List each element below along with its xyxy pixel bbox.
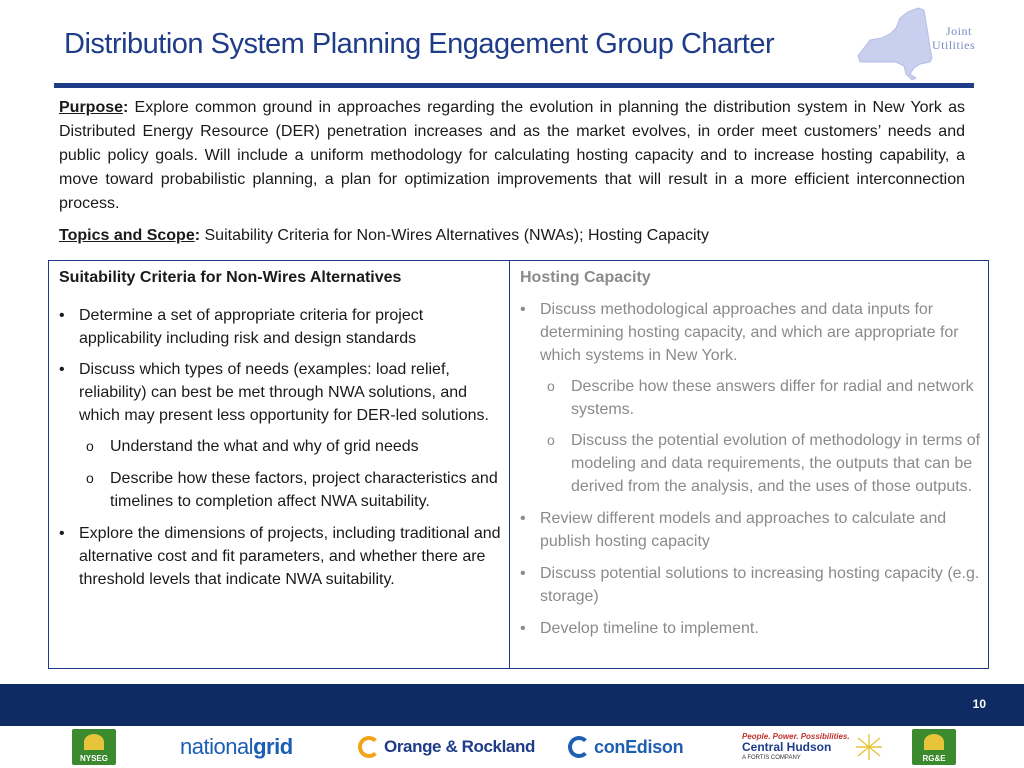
conedison-logo [568,728,683,766]
national-grid-regular: national [180,734,254,759]
rge-label: RG&E [922,754,946,763]
sunburst-icon [850,732,884,762]
nyseg-tile-icon [72,729,116,765]
list-item: • Review different models and approaches to calculate and publish hosting capacity [510,507,988,553]
list-item-text: Discuss which types of needs (examples: load relief, reliability) can best be met through NWA solutions, and which may present less opportunity for DER-led solutions. [79,361,489,424]
purpose-text: Explore common ground in approaches regarding the evolution in planning the distribution system in New York as Distributed Energy Resource (DER) penetration increases and as the market evolves, in order meet customers’ needs and public policy goals. Will include a uniform methodology for calculating hosting capacity and to increase hosting capability, a move toward probabilistic planning, a plan for optimization improvements that will result in a more efficient interconnection process. [59,99,965,212]
list-item [49,358,509,513]
rge-logo [912,728,956,766]
rge-tile-icon [912,729,956,765]
nwa-panel-heading: Suitability Criteria for Non-Wires Alternatives [59,269,402,286]
orange-rockland-logo [358,728,535,766]
sub-list-item: o Discuss the potential evolution of methodology in terms of modeling and data requirements, the outputs that can be derived from the analysis, and the uses of those outputs. [510,429,988,498]
joint-utilities-logo [932,24,975,52]
sub-list-item: o Describe how these factors, project characteristics and timelines to completion affect NWA suitability. [49,467,509,513]
central-hudson-name: Central Hudson [742,739,832,754]
list-item: • Explore the dimensions of projects, including traditional and alternative cost and fit parameters, and whether there are threshold levels that indicate NWA suitability. [49,522,509,591]
utility-logos-strip [0,726,1024,768]
orange-rockland-wordmark: Orange & Rockland [384,737,535,756]
logo-line-2: Utilities [932,38,976,52]
page-number: 10 [972,697,986,711]
scope-colon: : [194,227,201,244]
nwa-bullet-list [49,304,509,591]
national-grid-bold: grid [253,734,293,759]
list-item: • Determine a set of appropriate criteria for project applicability including risk and design standards [49,304,509,350]
orange-rockland-mark-icon [358,736,380,758]
hosting-panel-heading: Hosting Capacity [520,269,651,286]
national-grid-logo [180,728,293,766]
list-item-text: Discuss methodological approaches and data inputs for determining hosting capacity, and which are appropriate for which systems in New York. [540,301,959,364]
central-hudson-wordmark [742,731,850,764]
purpose-paragraph [59,96,965,216]
page-title: Distribution System Planning Engagement Group Charter [64,28,775,60]
nyseg-label: NYSEG [79,754,108,763]
nwa-criteria-panel [48,260,510,669]
nwa-sub-list [79,435,509,513]
national-grid-wordmark [180,734,293,760]
logo-line-1: Joint [946,24,972,38]
conedison-wordmark: conEdison [594,736,684,757]
hosting-bullet-list [510,298,988,640]
purpose-colon: : [123,99,129,116]
conedison-mark-icon [568,736,590,758]
footer-bar [0,684,1024,726]
title-divider [54,83,974,88]
sub-list-item: o Understand the what and why of grid needs [49,435,509,458]
list-item [510,298,988,498]
scope-label: Topics and Scope [59,227,195,244]
hosting-capacity-panel [509,260,989,669]
scope-paragraph [59,224,965,248]
new-york-state-map-icon [856,4,942,80]
list-item: • Discuss potential solutions to increasing hosting capacity (e.g. storage) [510,562,988,608]
scope-text: Suitability Criteria for Non-Wires Alternatives (NWAs); Hosting Capacity [200,227,709,244]
list-item: • Develop timeline to implement. [510,617,988,640]
nyseg-logo [72,728,116,766]
purpose-label: Purpose [59,99,124,116]
hosting-sub-list [540,375,988,498]
sub-list-item: o Describe how these answers differ for radial and network systems. [510,375,988,421]
central-hudson-sub: A FORTIS COMPANY [742,754,801,761]
central-hudson-tagline: People. Power. Possibilities. [742,731,850,741]
central-hudson-logo [742,728,884,766]
